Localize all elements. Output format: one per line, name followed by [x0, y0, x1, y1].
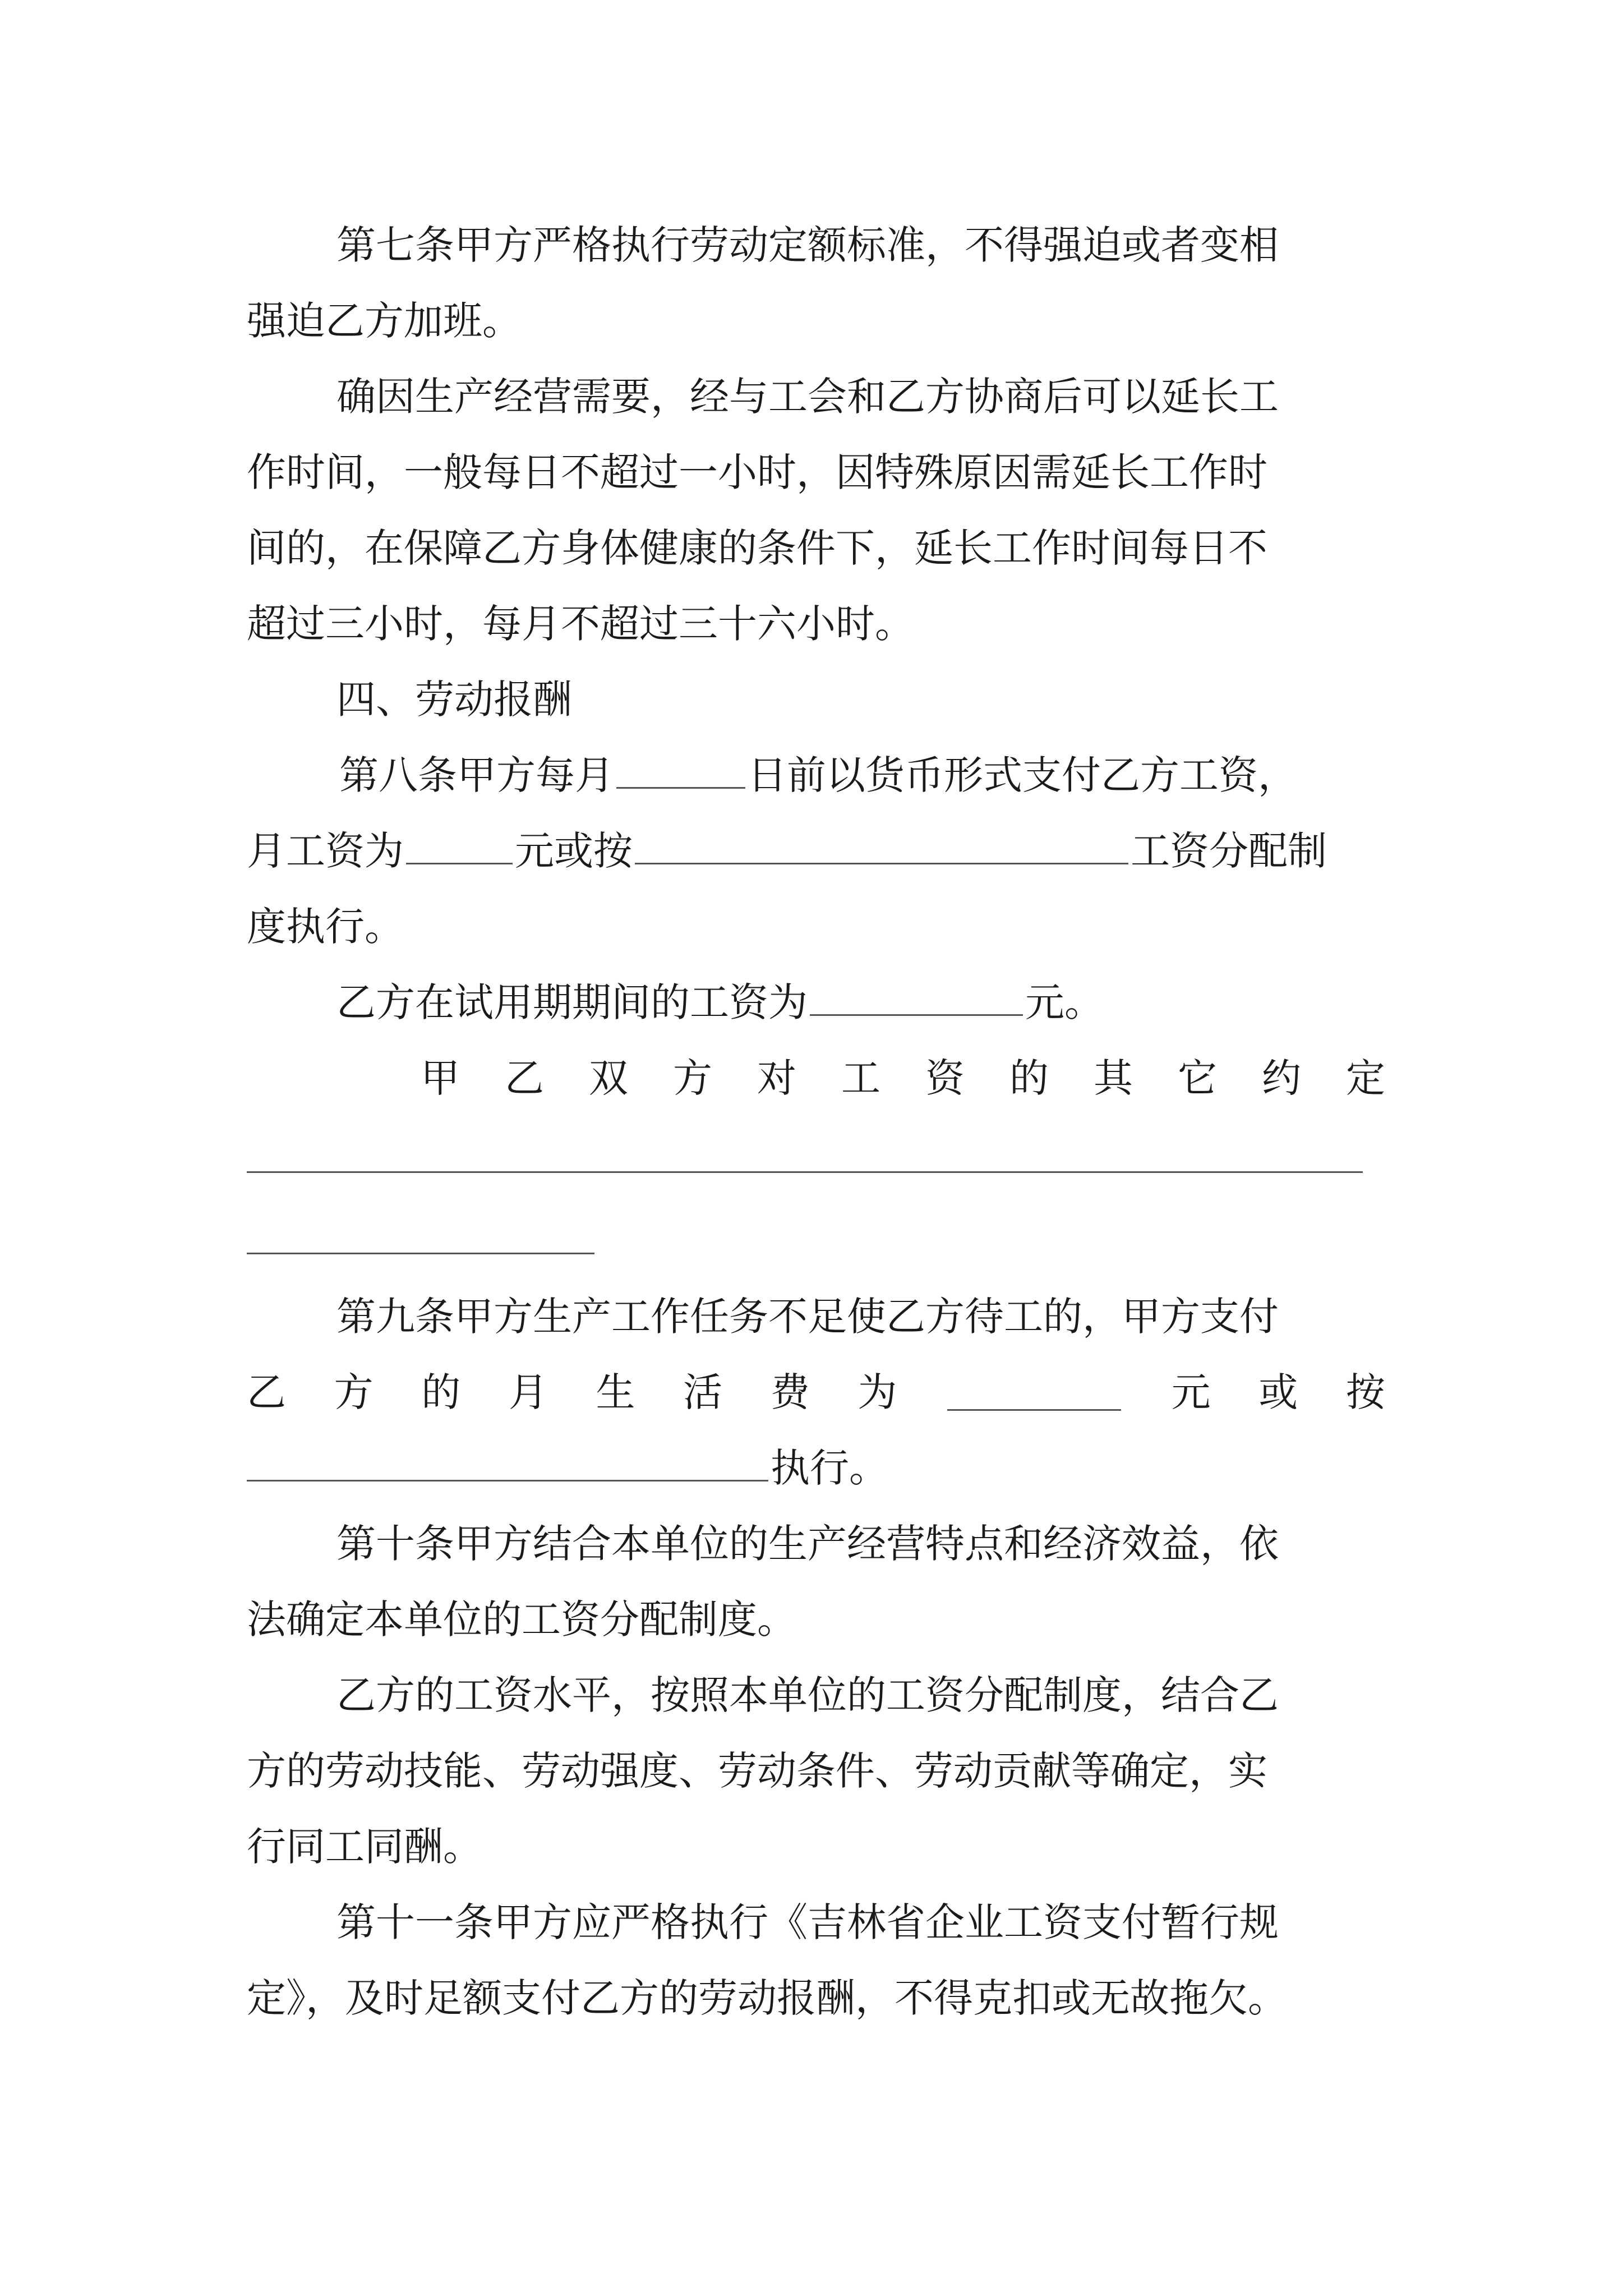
living-expense-char: 或	[1258, 1369, 1298, 1415]
article-10-line-2: 法确定本单位的工资分配制度。	[247, 1596, 796, 1642]
other-agreements-char: 定	[1346, 1055, 1385, 1101]
or-by-text: 元或按	[515, 828, 633, 874]
other-agreements-char: 的	[1009, 1055, 1049, 1101]
overtime-line-2: 作时间，一般每日不超过一小时，因特殊原因需延长工作时	[247, 449, 1267, 495]
overtime-line-3: 间的，在保障乙方身体健康的条件下，延长工作时间每日不	[247, 525, 1267, 571]
article-11-line-2: 定》，及时足额支付乙方的劳动报酬，不得克扣或无故拖欠。	[247, 1975, 1287, 2021]
other-agreements-char: 资	[925, 1055, 965, 1101]
living-expense-char: 元	[1171, 1369, 1211, 1415]
other-agreements-char: 甲	[421, 1055, 460, 1101]
section-heading-remuneration: 四、劳动报酬	[336, 677, 572, 723]
article-8-text-a: 第八条甲方每月	[339, 752, 614, 798]
living-expense-char: 费	[770, 1369, 810, 1415]
other-agreements-char: 工	[841, 1055, 880, 1101]
wage-system-text: 工资分配制	[1131, 828, 1327, 874]
article-8-text-b: 日前以货币形式支付乙方工资，	[748, 752, 1297, 798]
overtime-line-4: 超过三小时，每月不超过三十六小时。	[247, 601, 914, 647]
overtime-line-1: 确因生产经营需要，经与工会和乙方协商后可以延长工	[336, 374, 1279, 420]
article-9-line-2	[247, 1367, 1385, 1418]
living-expense-char: 月	[508, 1369, 548, 1415]
living-expense-char: 活	[683, 1369, 723, 1415]
pay-day-blank[interactable]	[616, 752, 745, 789]
article-7-line-2: 强迫乙方加班。	[247, 298, 522, 344]
execute-text: 执行。	[771, 1445, 888, 1491]
article-10-line-1: 第十条甲方结合本单位的生产经营特点和经济效益，依	[336, 1521, 1279, 1567]
living-expense-char: 按	[1345, 1369, 1385, 1415]
monthly-wage-blank[interactable]	[406, 828, 513, 864]
living-expense-char: 的	[421, 1369, 461, 1415]
wage-level-line-2: 方的劳动技能、劳动强度、劳动条件、劳动贡献等确定，实	[247, 1748, 1267, 1794]
other-agreements-char: 约	[1262, 1055, 1301, 1101]
other-agreements-char: 乙	[505, 1055, 544, 1101]
wage-system-blank[interactable]	[635, 828, 1128, 864]
other-agreements-char: 方	[673, 1055, 712, 1101]
wage-level-line-1: 乙方的工资水平，按照本单位的工资分配制度，结合乙	[336, 1672, 1279, 1718]
article-9-line-3	[247, 1443, 888, 1493]
other-agreements-char: 其	[1094, 1055, 1133, 1101]
other-agreements-char: 对	[757, 1055, 796, 1101]
article-8-line-1	[339, 750, 1297, 800]
living-expense-standard-blank[interactable]	[247, 1445, 768, 1481]
other-agreements-line	[421, 1053, 1385, 1103]
monthly-wage-label: 月工资为	[247, 828, 404, 874]
probation-wage-line	[336, 977, 1104, 1028]
wage-level-line-3: 行同工同酬。	[247, 1824, 482, 1870]
other-agreements-char: 它	[1178, 1055, 1217, 1101]
probation-wage-blank[interactable]	[810, 979, 1023, 1016]
living-expense-char: 为	[857, 1369, 897, 1415]
living-expense-char: 生	[596, 1369, 635, 1415]
living-expense-char: 方	[334, 1369, 374, 1415]
other-agreements-blank-line-1[interactable]	[247, 1171, 1363, 1173]
probation-wage-label: 乙方在试用期期间的工资为	[336, 979, 808, 1025]
article-8-line-3: 度执行。	[247, 904, 404, 950]
article-8-line-2	[247, 826, 1327, 876]
living-expense-blank[interactable]	[947, 1374, 1121, 1411]
article-11-line-1: 第十一条甲方应严格执行《吉林省企业工资支付暂行规	[336, 1899, 1279, 1945]
other-agreements-char: 双	[589, 1055, 628, 1101]
article-9-line-1: 第九条甲方生产工作任务不足使乙方待工的，甲方支付	[336, 1294, 1279, 1340]
article-7-line-1: 第七条甲方严格执行劳动定额标准，不得强迫或者变相	[336, 222, 1279, 268]
yuan-text: 元。	[1025, 979, 1104, 1025]
living-expense-char: 乙	[247, 1369, 286, 1415]
other-agreements-blank-line-2[interactable]	[247, 1253, 594, 1254]
